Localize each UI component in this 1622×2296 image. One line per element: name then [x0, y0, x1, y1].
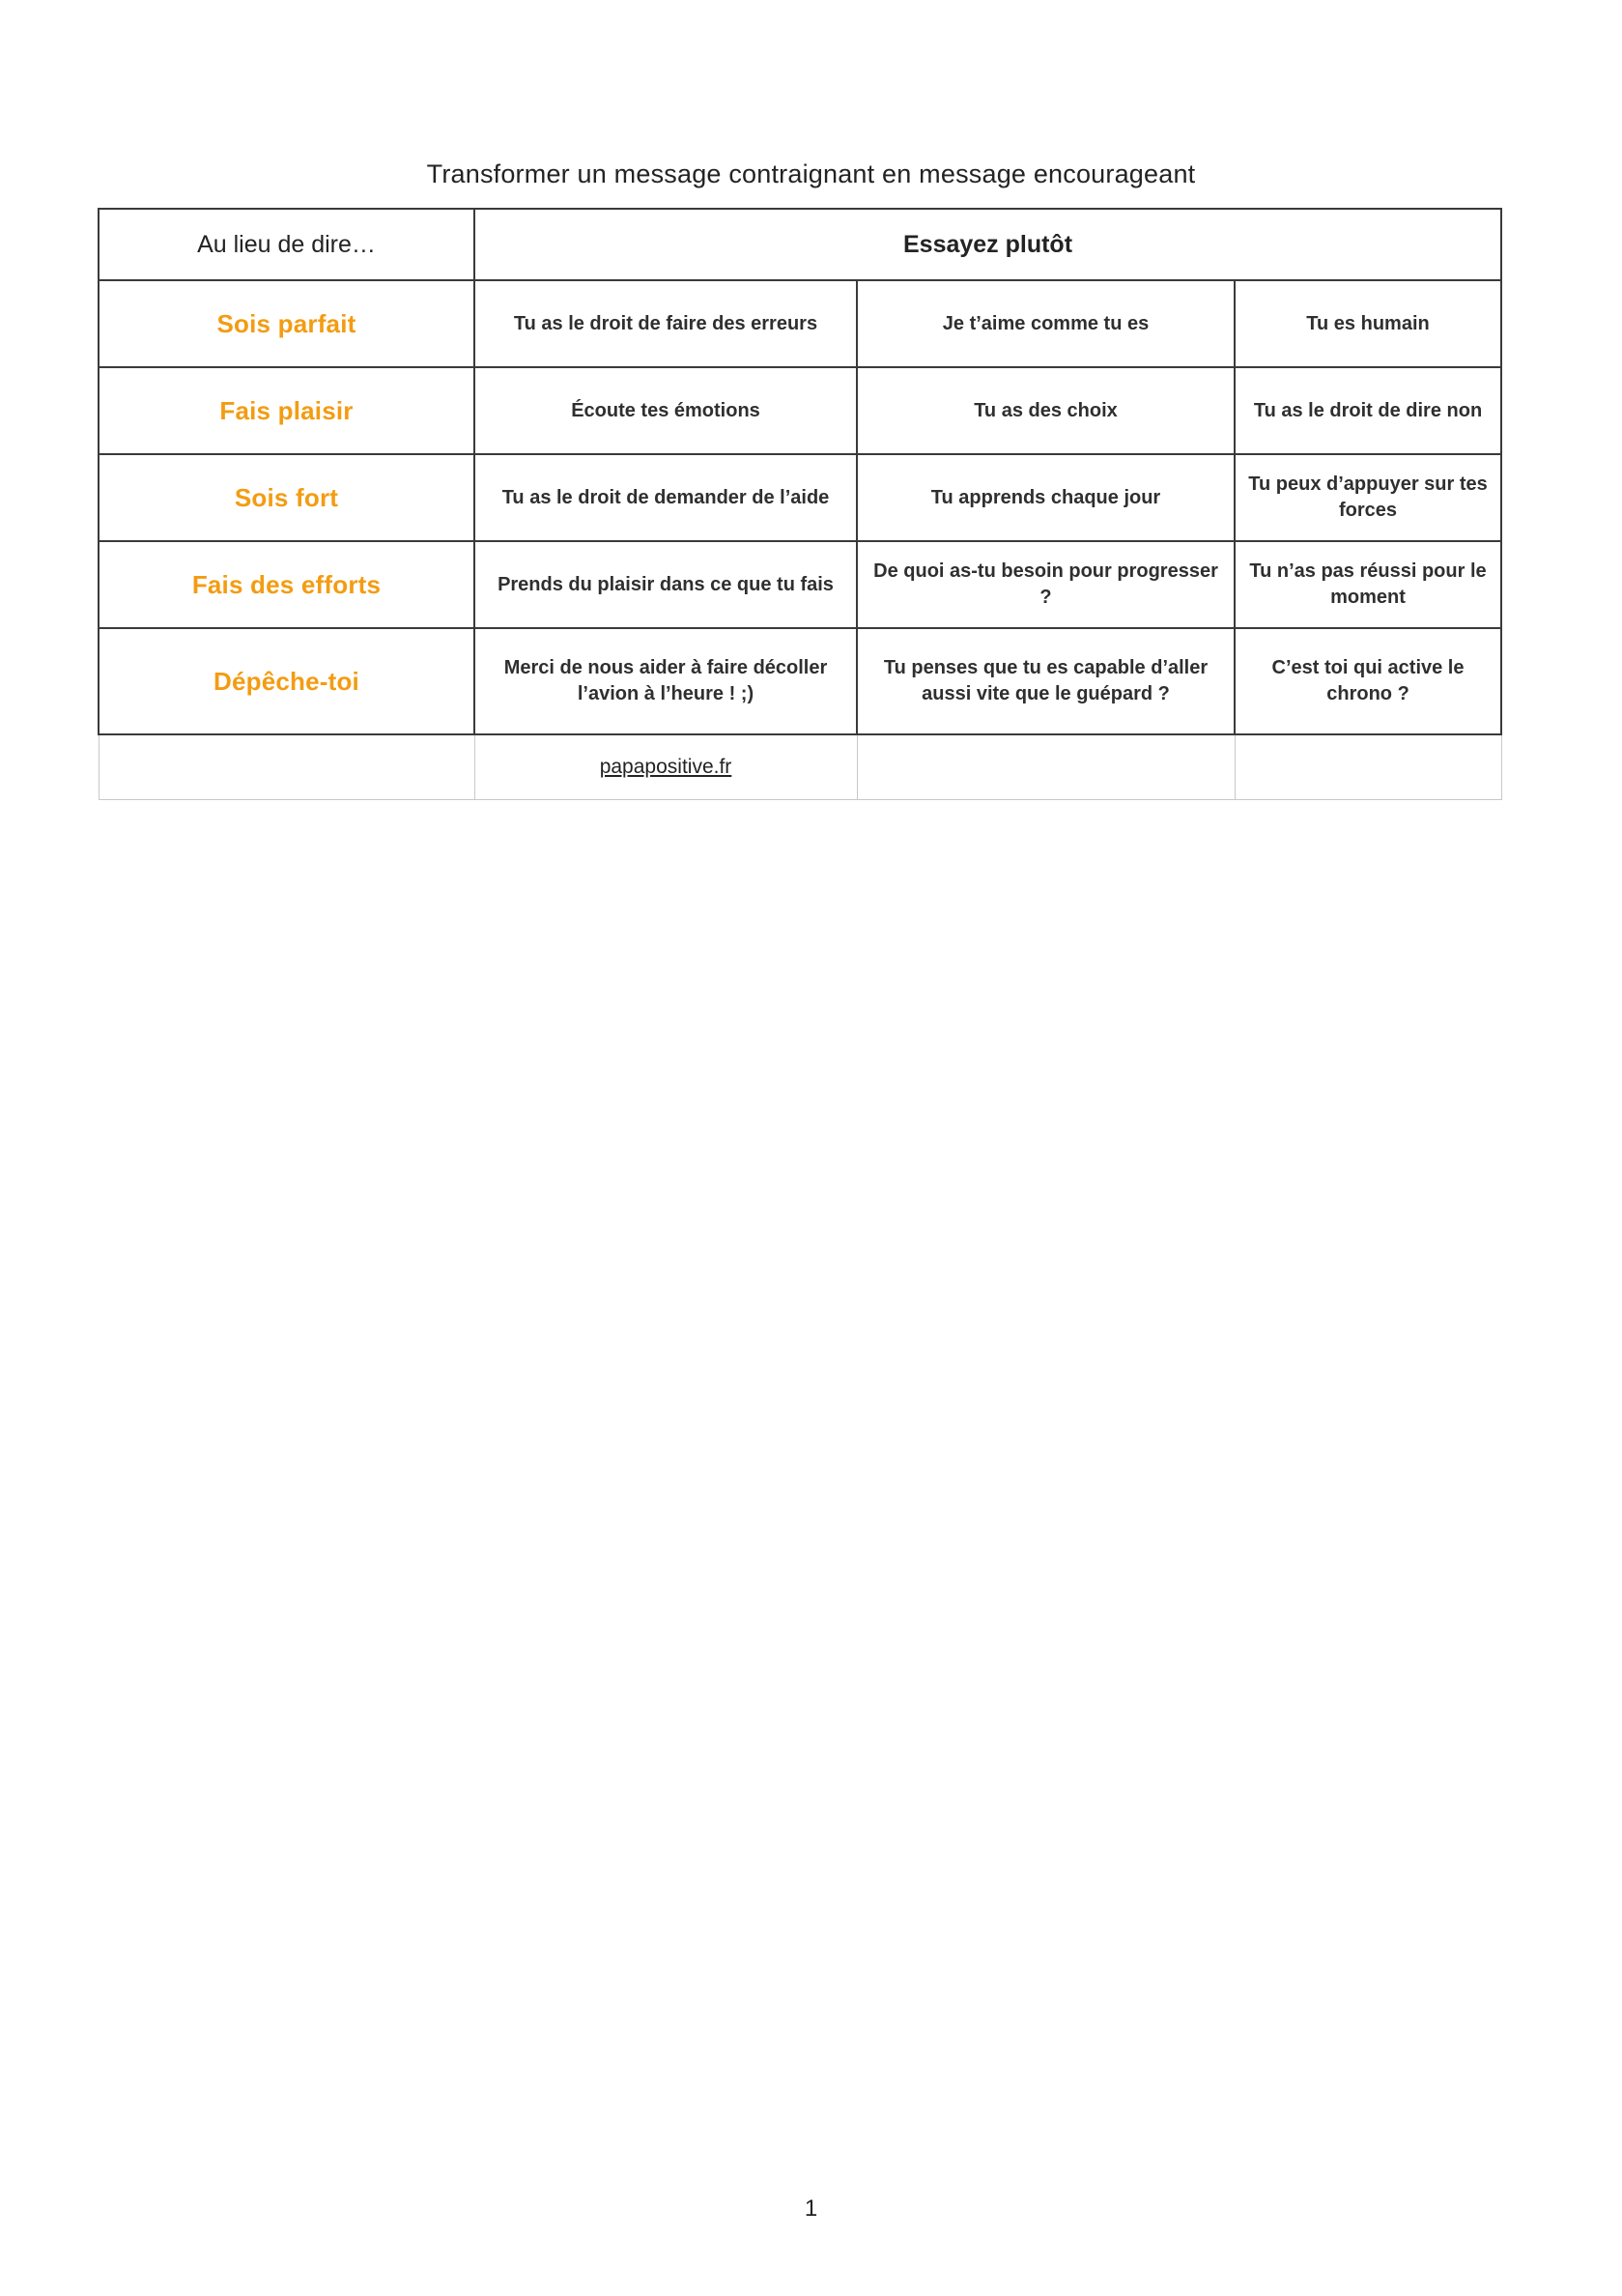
suggestion-cell: Tu as le droit de demander de l’aide: [474, 454, 857, 541]
page-number: 1: [804, 2196, 818, 2222]
suggestion-cell: Tu penses que tu es capable d’aller aussi vite que le guépard ?: [857, 628, 1235, 734]
category-label: Sois parfait: [99, 280, 474, 367]
category-label: Dépêche-toi: [99, 628, 474, 734]
suggestion-cell: Prends du plaisir dans ce que tu fais: [474, 541, 857, 628]
page-title: Transformer un message contraignant en message encourageant: [426, 159, 1196, 188]
suggestion-cell: De quoi as-tu besoin pour progresser ?: [857, 541, 1235, 628]
table-footer-row: [99, 734, 1501, 800]
suggestion-cell: Tu as le droit de faire des erreurs: [474, 280, 857, 367]
table-row: [99, 367, 1501, 454]
suggestion-cell: Tu as le droit de dire non: [1235, 367, 1501, 454]
table-row: [99, 541, 1501, 628]
message-transformation-table: [98, 208, 1502, 800]
footer-empty-cell-left: [99, 734, 474, 800]
category-label: Fais des efforts: [99, 541, 474, 628]
suggestion-cell: Tu as des choix: [857, 367, 1235, 454]
footer-empty-cell-middle: [857, 734, 1235, 800]
footer-empty-cell-right: [1235, 734, 1501, 800]
source-link[interactable]: papapositive.fr: [599, 756, 732, 778]
column-header-try-instead: Essayez plutôt: [474, 209, 1501, 280]
category-label: Sois fort: [99, 454, 474, 541]
table-row: [99, 628, 1501, 734]
suggestion-cell: Merci de nous aider à faire décoller l’avion à l’heure ! ;): [474, 628, 857, 734]
column-header-instead-of: Au lieu de dire…: [99, 209, 474, 280]
footer-source-cell: [474, 734, 857, 800]
table-header-row: [99, 209, 1501, 280]
suggestion-cell: Tu n’as pas réussi pour le moment: [1235, 541, 1501, 628]
suggestion-cell: C’est toi qui active le chrono ?: [1235, 628, 1501, 734]
suggestion-cell: Écoute tes émotions: [474, 367, 857, 454]
category-label: Fais plaisir: [99, 367, 474, 454]
suggestion-cell: Tu peux d’appuyer sur tes forces: [1235, 454, 1501, 541]
suggestion-cell: Tu apprends chaque jour: [857, 454, 1235, 541]
table-row: [99, 454, 1501, 541]
table-row: [99, 280, 1501, 367]
suggestion-cell: Je t’aime comme tu es: [857, 280, 1235, 367]
suggestion-cell: Tu es humain: [1235, 280, 1501, 367]
